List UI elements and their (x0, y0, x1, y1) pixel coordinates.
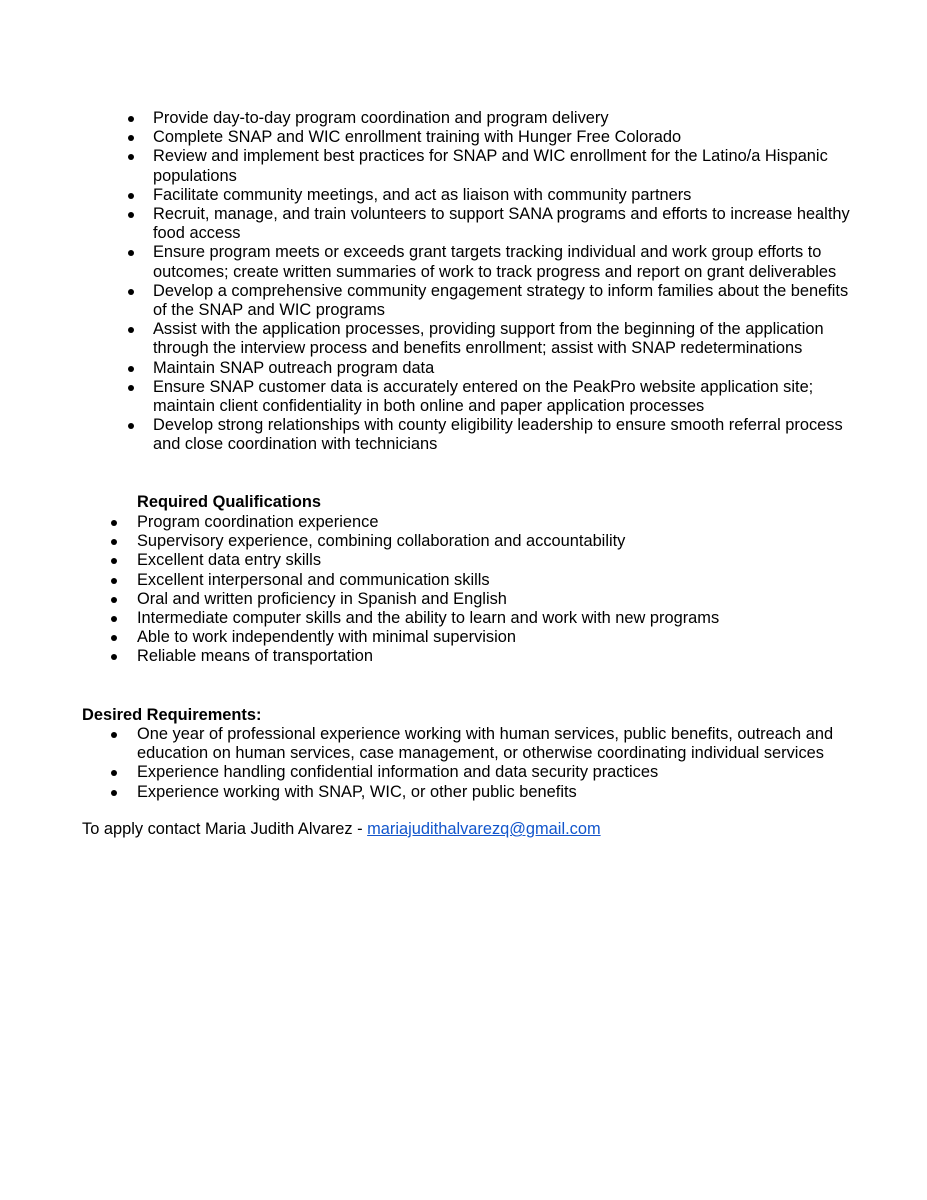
list-item-text: Excellent interpersonal and communication skills (137, 570, 490, 589)
list-item (153, 282, 853, 320)
list-item-text: Oral and written proficiency in Spanish and English (137, 589, 507, 608)
bullet-icon (111, 732, 117, 738)
list-item-text: Intermediate computer skills and the ability to learn and work with new programs (137, 609, 720, 628)
list-item (137, 647, 837, 666)
list-item-text: Facilitate community meetings, and act as liaison with community partners (153, 185, 692, 204)
list-item-text: Supervisory experience, combining collaboration and accountability (137, 532, 626, 551)
contact-email-link[interactable]: mariajudithalvarezq@gmail.com (367, 820, 601, 838)
list-item (137, 783, 857, 802)
list-item-text: Experience working with SNAP, WIC, or other public benefits (137, 782, 577, 801)
list-item (137, 609, 837, 628)
list-item (153, 128, 853, 147)
list-item-text: Ensure program meets or exceeds grant targets tracking individual and work group efforts to outcomes; create written summaries of work to track progress and report on grant deliverables (153, 243, 837, 281)
list-item-text: Reliable means of transportation (137, 647, 373, 666)
bullet-icon (128, 289, 134, 295)
bullet-icon (128, 423, 134, 429)
list-item-text: Provide day-to-day program coordination and program delivery (153, 109, 609, 127)
list-item (153, 109, 853, 128)
list-item (153, 378, 853, 416)
bullet-icon (111, 597, 117, 603)
desired-requirements-list (137, 725, 857, 802)
list-item (153, 416, 853, 454)
list-item-text: Program coordination experience (137, 513, 379, 531)
bullet-icon (111, 616, 117, 622)
list-item (153, 359, 853, 378)
list-item (137, 628, 837, 647)
bullet-icon (128, 116, 134, 122)
bullet-icon (111, 539, 117, 545)
list-item (153, 243, 853, 281)
bullet-icon (111, 635, 117, 641)
list-item-text: One year of professional experience working with human services, public benefits, outreach and education on human services, case management, or otherwise coordinating individual services (137, 725, 834, 763)
list-item-text: Able to work independently with minimal supervision (137, 628, 516, 647)
apply-contact (82, 820, 601, 839)
list-item (153, 147, 853, 185)
bullet-icon (128, 135, 134, 141)
list-item (137, 532, 837, 551)
bullet-icon (111, 654, 117, 660)
bullet-icon (111, 578, 117, 584)
list-item-text: Experience handling confidential information and data security practices (137, 763, 659, 782)
bullet-icon (111, 520, 117, 526)
list-item (137, 590, 837, 609)
bullet-icon (128, 327, 134, 333)
list-item-text: Complete SNAP and WIC enrollment training with Hunger Free Colorado (153, 128, 682, 147)
list-item (137, 551, 837, 570)
apply-contact-text: To apply contact Maria Judith Alvarez - (82, 820, 368, 838)
bullet-icon (128, 193, 134, 199)
list-item (153, 186, 853, 205)
bullet-icon (111, 790, 117, 796)
bullet-icon (128, 250, 134, 256)
required-qualifications-list (137, 513, 837, 667)
list-item-text: Assist with the application processes, providing support from the beginning of the application through the interview process and benefits enrollment; assist with SNAP redeterminations (153, 320, 824, 358)
desired-requirements-heading: Desired Requirements: (82, 706, 262, 724)
bullet-icon (128, 212, 134, 218)
list-item-text: Maintain SNAP outreach program data (153, 358, 435, 377)
list-item-text: Excellent data entry skills (137, 551, 322, 570)
list-item-text: Develop strong relationships with county eligibility leadership to ensure smooth referral process and close coordination with technicians (153, 416, 843, 454)
list-item (153, 320, 853, 358)
list-item-text: Ensure SNAP customer data is accurately entered on the PeakPro website application site; maintain client confidentiality in both online and paper application processes (153, 377, 814, 416)
responsibilities-list (153, 109, 853, 455)
required-qualifications-heading: Required Qualifications (137, 493, 321, 511)
list-item (137, 763, 857, 782)
list-item-text: Develop a comprehensive community engagement strategy to inform families about the benefits of the SNAP and WIC programs (153, 281, 849, 320)
bullet-icon (128, 366, 134, 372)
bullet-icon (111, 770, 117, 776)
list-item-text: Recruit, manage, and train volunteers to support SANA programs and efforts to increase healthy food access (153, 205, 850, 243)
list-item (137, 725, 857, 763)
list-item-text: Review and implement best practices for SNAP and WIC enrollment for the Latino/a Hispanic populations (153, 147, 828, 185)
list-item (137, 513, 837, 532)
bullet-icon (111, 558, 117, 564)
bullet-icon (128, 154, 134, 160)
list-item (137, 571, 837, 590)
bullet-icon (128, 385, 134, 391)
list-item (153, 205, 853, 243)
